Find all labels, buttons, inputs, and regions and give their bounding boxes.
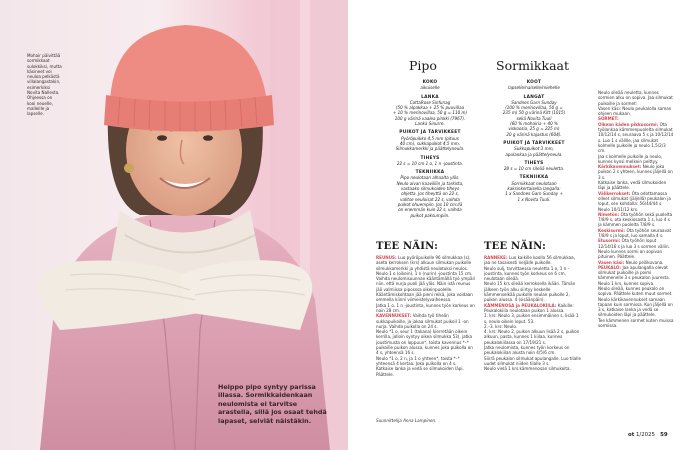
sorm-tekniikka-label: TEKNIIKKA — [519, 175, 549, 181]
instruction-heading: Välikerrokset: — [598, 190, 632, 196]
instruction-text: Ota työhön sekä puolelta 7/8/9 s, ota keskiosasta 1 s, luo 4 s ja kämmen puolelta 7/8/9 s. — [598, 211, 673, 228]
pipo-koko-label: KOKO — [422, 80, 438, 85]
instruction-paragraph — [484, 366, 582, 371]
instruction-paragraph — [598, 90, 674, 106]
pipo-lanka-label: LANKA — [421, 94, 439, 100]
instruction-paragraph — [376, 276, 476, 302]
instruction-paragraph — [598, 212, 674, 228]
instruction-text: Katkaise lanka, vedä silmukoiden läpi ja päättele. — [598, 180, 667, 191]
instruction-paragraph — [376, 356, 476, 367]
pull-quote: Helppo pipo syntyy parissa illassa. Sormikkaidenkaan neulomista ei tarvitse arastella, sillä jos osaat tehdä lapaset, selviät näistäkin. — [218, 383, 327, 425]
instruction-paragraph — [484, 345, 582, 356]
pipo-puikot-label: PUIKOT JA TARVIKKEET — [399, 130, 461, 136]
instruction-text: Neulo *1 o, seur 1 (takana) kierretään oikein kerrilla, jolloin syntyy oikea silmukka 53), jatka joustimusta on loppuun*, toista kavennus *–* puikoille puikon alussa, kunnes joka puikolla on 4 s, yhteensä 16 s. — [376, 329, 473, 356]
pipo-lanka: CottaRose Sinfunag (50 % alpakkaa + 25 % puuvillaa + 10 % merinovillaa, 50 g = 110 m) 100 g värinä vaalea pinkki (7967). Lanka Sinurre. — [392, 99, 468, 127]
instruction-paragraph — [376, 303, 476, 314]
instruction-paragraph — [376, 329, 476, 355]
instruction-text: Vaihda työ tiheän sukkapuikoille, ja jakaa silmukat puikoil 1 -on nurja. Vaihda puikolla on 24 s. — [376, 313, 469, 329]
instruction-text: Neulo vielä 1 krs kämmenosan silmukoita. — [484, 366, 571, 372]
instruction-paragraph — [376, 313, 476, 329]
instruction-heading: REUNUS: — [376, 255, 399, 260]
instruction-paragraph — [376, 255, 476, 276]
instruction-paragraph — [598, 228, 674, 239]
issue-number: 1/2025 — [636, 432, 655, 438]
instruction-heading: Etusormi: — [598, 238, 622, 244]
instruction-text: 4. krs: Neulo 2, puikon alkuun lisää 2 s, puikon alkuun, pasta, kunnes 1 kiilaa, kunnes peukalokiilassa on 17/19/21 s. — [484, 329, 580, 345]
instruction-heading: Nimetön: — [598, 211, 621, 217]
instruction-paragraph — [598, 154, 674, 165]
page-number: 59 — [660, 432, 668, 438]
instruction-paragraph — [598, 191, 674, 212]
instruction-text: Jaa s kolmelle puikolle ja neulo, kunnes kynsi melkein peittyy. — [598, 153, 663, 164]
designer-credit: Suunnittelija Anna Lampinen. — [376, 418, 437, 423]
instruction-paragraph — [484, 255, 582, 266]
instruction-paragraph — [598, 265, 674, 286]
instruction-heading: KAVENNUKSET: — [376, 313, 413, 319]
instruction-paragraph — [598, 106, 674, 117]
instruction-paragraph — [598, 122, 674, 154]
sorm-puikot-label: PUIKOT JA TARVIKKEET — [503, 140, 565, 146]
instruction-text: Jaa apulangalla olevat silmukat puikoille ja poimi kämmenelle 3 s peukalon juuresta. Neulo 1 krs, kunnes sopiva. — [598, 264, 670, 286]
instruction-text: Tee kämmenen sormet kuten muissa sormissa. — [598, 317, 674, 329]
instruction-paragraph — [598, 318, 674, 329]
instruction-text: Neulo 15 krs sileää kerroksella ikään. Tämän jälkeen työn alku siirtyy keskelle kämmenselkää puikolle neulan puikolle 2, puikon alussa. 4 (sisäänpäin). — [484, 281, 576, 303]
sorm-puikot: Sukkapuikot 3 mm, apulankaa ja päättelyneula. — [505, 146, 563, 157]
instruction-heading: SORMET: — [598, 116, 619, 122]
instruction-heading: Kärkikavennukset: — [598, 164, 643, 170]
sormikkaat-instructions-1 — [484, 255, 582, 427]
instruction-paragraph — [376, 366, 476, 377]
instruction-heading: PEUKALO: — [598, 264, 623, 270]
instruction-text: Siirrä peukalon silmukat apulangalle. Luo tilalle uudet silmukat niiden tilalle 3 s. — [484, 355, 581, 366]
instruction-heading: KÄMMENOSA ja PEUKALOKIILA: — [484, 302, 558, 308]
instruction-text: Neulo joka puikon 2 s yhteen, kunnes jäljellä on 3 s. — [598, 164, 673, 180]
sorm-koot-label: KOOT — [526, 80, 542, 85]
instruction-paragraph — [484, 313, 582, 324]
instruction-text: 1. krs: Neulo 3, puikon ensimmäinen s, lisää 1 s, neulo oikein loput. 53. — [484, 313, 579, 324]
instruction-heading: Vasen käsi: — [598, 259, 626, 265]
instruction-heading: Keskisormi: — [598, 227, 627, 233]
pipo-specs — [374, 80, 486, 218]
instruction-text: Ota työhön loput 12/14/16 s ja luo 3 s sormen väliin. Neulo kunnes sormi on sopivan pituinen. Päättele. — [598, 238, 670, 260]
instruction-text: Ota työhön seuraavat 7/8/9 s ja loput, luo samalla 4 s. — [598, 227, 672, 239]
pipo-title: Pipo — [409, 58, 437, 73]
instruction-text: Neulo kärkikavennukset samaan tapaan kuin sormissa. Kun jäljellä on 3 s, katkaise lanka ja vedä se silmukoiden läpi ja päättele. — [598, 296, 673, 318]
sorm-langat-label: LANGAT — [523, 94, 545, 100]
instruction-heading: RANNEKE: — [484, 255, 510, 260]
instruction-paragraph — [484, 281, 582, 302]
pipo-tiheys-label: TIHEYS — [420, 155, 440, 161]
instruction-text: Katkaise lanka ja vedä se silmukoiden läpi. Päättele. — [376, 366, 464, 377]
instruction-paragraph — [484, 329, 582, 345]
instruction-text: 2.–3. krs: Neulo. — [484, 323, 518, 329]
instruction-paragraph — [484, 356, 582, 367]
instruction-paragraph — [598, 297, 674, 318]
instruction-text: Jatka neulomista, kunnes työn korkeus on peukalokiilan alusta noin 4/5/6 cm. — [484, 345, 570, 356]
instruction-text: Luo kaikille koolla 56 silmukkaa, jaa ne tasaisesti neljälle puikolle. — [484, 255, 575, 266]
instruction-heading: Oikean käden pikkusormi: — [598, 121, 660, 127]
pipo-instructions — [376, 255, 476, 415]
sormikkaat-title: Sormikkaat — [496, 58, 569, 73]
pipo-tekniikka-label: TEKNIIKKA — [415, 170, 445, 176]
instruction-paragraph — [598, 238, 674, 259]
pipo-koko: aikuiselle — [420, 85, 440, 91]
sormikkaat-instructions-2 — [598, 90, 674, 425]
photo-caption: Mohair päivittää sormikkaat sulokkiksi, mutta käsineet voi neuloa pelkästä villalangastakin, esimerkiksi Novita Nallesta. Ohjeessa on kooi neuelle, malleille ja lapselle. — [27, 53, 62, 117]
instruction-text: Kaikille: Peukalokiila neulotaan puikon 1 alussa. — [484, 302, 574, 313]
instruction-text: Ota odottamassa olleet silmukat (jäljellä) peukalon ja loput, sen kohdalla: 56/44/44 s. Neulo 10/11/12 krs. — [598, 190, 671, 212]
instruction-text: Neulo sulj, tarvittaessa neuletta 1 o, 1 n -joustinta, kunnes työn korkeus on 6 cm, neulotaan sileää. — [484, 265, 570, 282]
instruction-text: Vaihda neulomisuunnan kääntämällä työ ympäri niin, että nurja puoli jää ylös. Näin istä reunus jää valmiissa piposssa oikeinpuolelle. Kääntämiskohtaan jää pieni reikä, joka voidaan ommella kiinni viimeistelyvaiheessa. — [376, 276, 476, 303]
magazine-brand: ot — [628, 432, 635, 438]
sorm-tiheys-label: TIHEYS — [524, 160, 544, 166]
instruction-paragraph — [484, 266, 582, 282]
instruction-paragraph — [598, 180, 674, 191]
instruction-text: Vasen käsi: Neulo peukalolla saman ohjeen mukaan. — [598, 105, 672, 117]
instruction-text: Jatka 1 o, 1 n -joustinta, kunnes työn korkeus on noin 28 cm. — [376, 302, 475, 313]
instruction-text: Luo pyöröpuikolle 96 silmukkaa (s), aseta kerroksen (krs) alkuun silmukan puikolle silmukkamerkki ja yhdistä neulotuksi neulos. Neulo 1 o (oikein), 1 n (nurin) -joustinta 15 cm. — [376, 255, 473, 276]
page-footer — [628, 432, 668, 438]
pipo-tekniikka: Pipo neulotaan alhaalta ylös. Neulo aivan kaavilliin ja tarkista, vastaako silmukoiden tiheys ohjetta. Jos tiheyttä on 22 s, valitse neuloisat 22 s, vaihda puikot ohuempiin. Jos 10 cm:llä on enemmän kuin 22 s, vaihda puikot paksumpiin. — [396, 175, 464, 218]
instruction-text: Neulo sileää neuletta, kunnes sormien alku on sopiva. Jaa silmukat puikoille ja sormet: — [598, 90, 673, 106]
instruction-paragraph — [598, 286, 674, 297]
pipo-puikot: Pyöröpuikko 4,5 mm (pituus 40 cm), sukkapuikot 4,5 mm. Silmukkamerkki ja päättelyneula. — [395, 135, 465, 152]
tee-nain-heading-pipo: TEE NÄIN: — [376, 241, 439, 252]
sormikkaat-specs — [480, 80, 588, 202]
sorm-tiheys: 28 s = 10 cm sileää neuletta. — [503, 166, 565, 172]
instruction-text: Neulo sileää, kunnes peukalo on sopiva. Päättele kuten muut sormet. — [598, 285, 673, 297]
instruction-text: Neulo peilikuvana. — [625, 259, 664, 265]
sorm-langat: Sandnes Garn Sunday (100 % merinovillaa, 50 g = 235 m) 50 g värinä Kitt (1015) sekä Novita Tuuli (60 % mohairia + 40 % viskoosia, 25 g = 225 m) 20 g värinä kajastus (604). — [502, 99, 566, 137]
instruction-paragraph — [484, 303, 582, 314]
instruction-text: Neulo *1 o, 2 n, ja 1 o yhteen*, toista *–* yhteensä 4 kertaa. Joka puikolla on 4 s. — [376, 355, 460, 366]
sorm-tekniikka: Sormikkaat neulotaan kaksinkertaisella langalla: 1 x Sandnes Garn Sunday + 1 x Novita Tuuli. — [505, 180, 563, 202]
tee-nain-heading-sormikkaat: TEE NÄIN: — [484, 241, 547, 252]
instruction-text: Ota työlankaa kämmenpuolelta silmukat 10/12/14 s, seuraava 5 s ja 10/12/14 s. Luo 1 s välille, jaa silmukat kolmelle puikolle ja neulo 1,5/2/3 cm. — [598, 121, 674, 154]
pipo-tiheys: 22 s = 10 cm 1 o, 1 n -joustinta. — [396, 160, 464, 166]
instruction-paragraph — [598, 164, 674, 180]
sorm-koot: lapselle/naiselle/miehelle — [508, 85, 560, 91]
